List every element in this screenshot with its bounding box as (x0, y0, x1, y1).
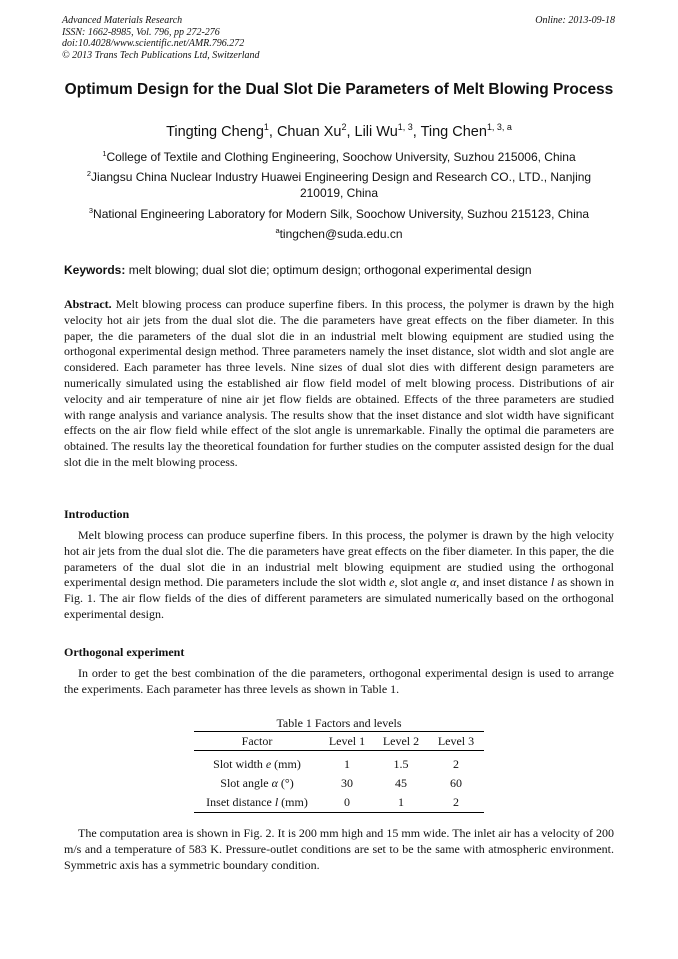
table-header-cell: Level 2 (374, 732, 428, 751)
table-cell: 1 (344, 757, 350, 771)
introduction-paragraph: Melt blowing process can produce superfine fibers. In this process, the polymer is drawn by the high velocity hot air jets from the dual slot die. The die parameters have great effects on the fiber diameter. In this paper, the die parameters of the dual slot die in an industrial melt blowing equipment are studied using the orthogonal experimental design method. Die parameters include the slot width e, slot angle α, and inset distance l as shown in Fig. 1. The air flow fields of the dies of different parameters are simulated numerically based on the orthogonal experimental design. (64, 528, 614, 621)
table-row (194, 774, 484, 793)
table-caption: Table 1 Factors and levels (276, 716, 402, 730)
copyright-line: © 2013 Trans Tech Publications Ltd, Switzerland (62, 49, 260, 61)
table-cell-factor: Slot angle α (°) (220, 776, 294, 790)
journal-name: Advanced Materials Research (62, 15, 183, 26)
author-name: Chuan Xu (276, 124, 342, 140)
author-name: Ting Chen (420, 124, 487, 140)
author-sup: 1, 3, a (486, 122, 512, 133)
keywords-text: melt blowing; dual slot die; optimum design; orthogonal experimental design (128, 263, 532, 277)
computation-paragraph: The computation area is shown in Fig. 2. It is 200 mm high and 15 mm wide. The inlet air has a velocity of 200 m/s and a temperature of 583 K. Pressure-outlet conditions are set to be the same with atmospheric environment. Symmetric axis has a symmetric boundary condition. (64, 826, 614, 872)
corresponding-email: $^a$tingchen@suda.edu.cn (275, 226, 403, 241)
keywords-label: Keywords: (64, 263, 126, 277)
affiliation: $^3$National Engineering Laboratory for Modern Silk, Soochow University, Suzhou 215123, China (88, 206, 590, 221)
table-header-cell: Level 3 (428, 732, 484, 751)
section-heading-orthogonal: Orthogonal experiment (64, 645, 185, 659)
issn-line: ISSN: 1662-8985, Vol. 796, pp 272-276 (62, 26, 220, 38)
affiliation: $^2$Jiangsu China Nuclear Industry Huawei Engineering Design and Research CO., LTD., Nanjing 210019, China (86, 169, 592, 200)
keywords (64, 263, 532, 277)
table-header-cell: Level 1 (320, 732, 374, 751)
table-cell-factor: Slot width e (mm) (213, 757, 301, 771)
online-date: Online: 2013-09-18 (535, 15, 615, 26)
table-cell: 2 (453, 757, 459, 771)
table-cell: 30 (341, 776, 353, 790)
table-row (194, 793, 484, 813)
table-cell: 60 (450, 776, 462, 790)
table-row (194, 751, 484, 775)
orthogonal-paragraph: In order to get the best combination of the die parameters, orthogonal experimental design is used to arrange the experiments. Each parameter has three levels as shown in Table 1. (64, 666, 614, 696)
author-name: Lili Wu (354, 124, 398, 140)
affiliation: $^1$College of Textile and Clothing Engineering, Soochow University, Suzhou 215006, China (102, 149, 576, 164)
table-cell: 0 (320, 793, 374, 813)
abstract-label: Abstract. (64, 297, 112, 311)
abstract (64, 297, 614, 471)
table-cell: 1.5 (393, 757, 409, 771)
section-heading-introduction: Introduction (64, 507, 130, 521)
author-name: Tingting Cheng (166, 124, 264, 140)
paper-title: Optimum Design for the Dual Slot Die Parameters of Melt Blowing Process (64, 81, 614, 98)
table-cell: 2 (428, 793, 484, 813)
doi-line: doi:10.4028/www.scientific.net/AMR.796.272 (62, 38, 245, 49)
table-cell: 1 (374, 793, 428, 813)
table-cell: 45 (395, 776, 407, 790)
author-sup: 2 (341, 122, 347, 133)
journal-header (62, 15, 260, 61)
table-cell-factor: Inset distance l (mm) (194, 793, 320, 813)
factors-table (194, 731, 484, 813)
table-header-row (194, 732, 484, 751)
table-header-cell: Factor (194, 732, 320, 751)
author-sup: 1, 3 (397, 122, 413, 133)
author-sup: 1 (263, 122, 269, 133)
abstract-text: Melt blowing process can produce superfine fibers. In this process, the polymer is drawn by the high velocity hot air jets from the dual slot die. The die parameters have great effects on the fiber diameter. In this paper, the die parameters of the dual slot die in an industrial melt blowing equipment are studied using the orthogonal experimental design method. Three parameters namely the inset distance, slot width and slot angle are considered. Each parameter has three levels. Nine sizes of dual slot dies with different design parameters are numerically simulated using the established air flow field model of melt blowing process. Distributions of air velocity and air temperature of nine air jet flow fields are obtained. Effects of the three parameters are studied with range analysis and variance analysis. The results show that the inset distance and slot width have significant effects on the air flow field while effect of the slot angle is unremarkable. Finally the optimal die parameters are obtained. The results lay the theoretical foundation for further studies on the computer assisted design for the dual slot die in the melt blowing process. (64, 297, 615, 469)
author-list: Tingting Cheng$^1$, Chuan Xu$^2$, Lili Wu$^{1, 3}$, Ting Chen$^{1, 3, a}$ (166, 122, 512, 140)
